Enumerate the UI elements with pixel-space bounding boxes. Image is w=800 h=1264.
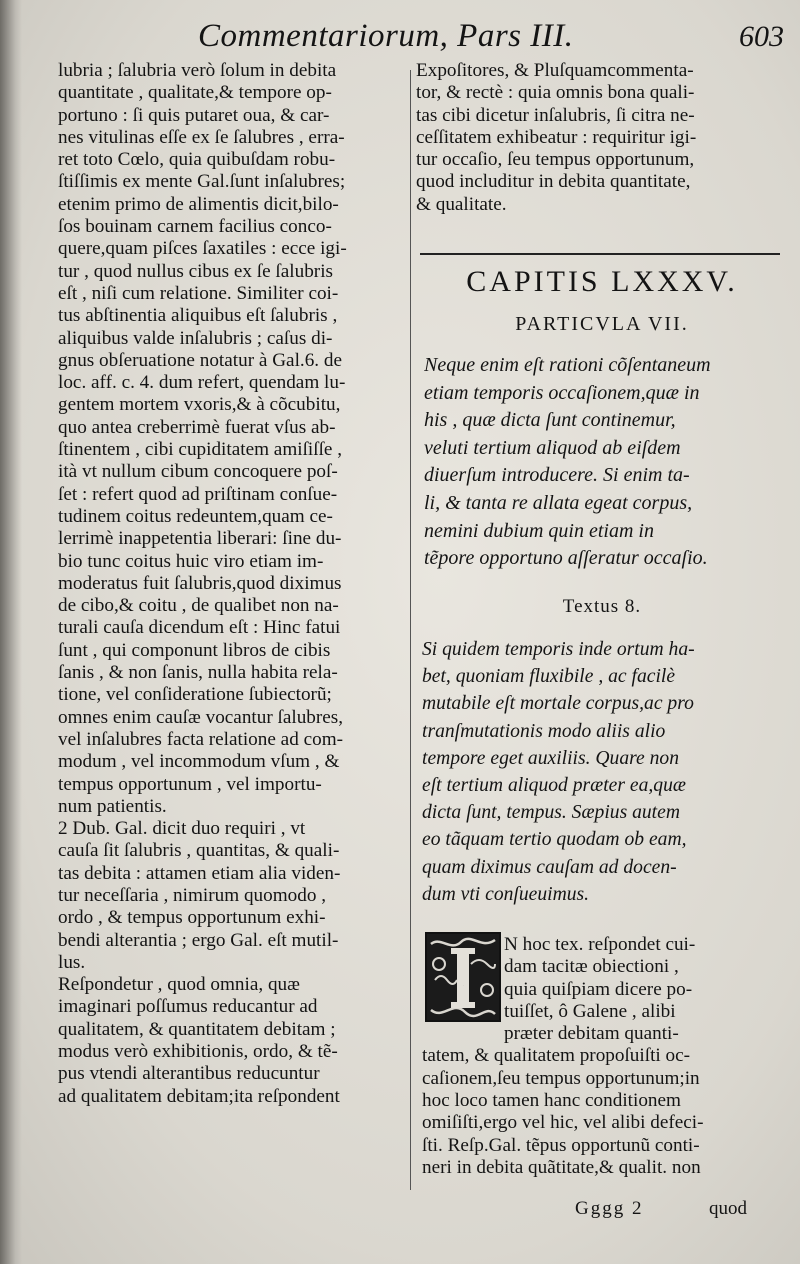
running-title: Commentariorum, Pars III. — [198, 18, 574, 54]
text-line: portuno : ſi quis putaret oua, & car- — [58, 104, 330, 126]
text-line: ſet : refert quod ad priſtinam conſue- — [58, 483, 338, 505]
text-line: etenim primo de alimentis dicit,bilo- — [58, 193, 339, 215]
text-line: gentem mortem vxoris,& à cõcubitu, — [58, 394, 341, 416]
svg-text:I: I — [463, 986, 464, 987]
text-line: imaginari poſſumus reducantur ad — [58, 996, 318, 1018]
section-rule — [420, 253, 780, 255]
text-line: lus. — [58, 951, 86, 973]
column-divider — [410, 70, 411, 1190]
text-line: ità vt nullum cibum concoquere poſ- — [58, 461, 338, 483]
text-line: tor, & rectè : quia omnis bona quali- — [416, 82, 695, 104]
textus-passage — [422, 636, 786, 908]
commentary-line: tatem, & qualitatem propoſuiſti oc- — [422, 1045, 691, 1067]
commentary-indented-lines — [422, 934, 788, 1045]
textus-line: eo tãquam tertio quodam ob eam, — [422, 829, 687, 851]
text-line: tas debita : attamen etiam alia viden- — [58, 862, 341, 884]
text-line: ordo , & tempus opportunum exhi- — [58, 907, 326, 929]
left-column — [58, 60, 406, 1108]
text-line: ret toto Cœlo, quia quibuſdam robu- — [58, 149, 336, 171]
text-line: nes vitulinas eſſe ex ſe ſalubres , erra- — [58, 126, 345, 148]
text-line: quo antea creberrimè fuerat vſus ab- — [58, 416, 336, 438]
lemma-line: etiam temporis occaſionem,quæ in — [424, 381, 700, 404]
lemma-line: nemini dubium quin etiam in — [424, 519, 654, 542]
commentary-line: omiſiſti,ergo vel hic, vel alibi defeci- — [422, 1112, 704, 1134]
text-line: modum , vel incommodum vſum , & — [58, 751, 340, 773]
commentary-line: quia quiſpiam dicere po- — [504, 978, 693, 1000]
text-line: gnus obſeruatione notatur à Gal.6. de — [58, 349, 342, 371]
text-line: ſtinentem , cibi cupiditatem amiſiſſe , — [58, 439, 343, 461]
text-line: moderatus fuit ſalubris,quod diximus — [58, 572, 342, 594]
text-line: aliquibus valde inſalubris ; caſus di- — [58, 327, 333, 349]
text-line: tus abſtinentia aliquibus eſt ſalubris , — [58, 305, 338, 327]
text-line: omnes enim cauſæ vocantur ſalubres, — [58, 706, 344, 728]
textus-line: eſt tertium aliquod præter ea,quæ — [422, 775, 686, 797]
text-line: de cibo,& coitu , de qualibet non na- — [58, 595, 339, 617]
commentary-block — [422, 934, 788, 1179]
commentary-line: tuiſſet, ô Galene , alibi — [504, 1000, 676, 1022]
text-line: bendi alterantia ; ergo Gal. eſt mutil- — [58, 929, 339, 951]
commentary-line: dam tacitæ obiectioni , — [504, 956, 679, 978]
text-line: ſtiſſimis ex mente Gal.ſunt inſalubres; — [58, 171, 346, 193]
textus-line: dum vti conſueuimus. — [422, 883, 590, 905]
text-line: tur neceſſaria , nimirum quomodo , — [58, 884, 327, 906]
commentary-line: neri in debita quãtitate,& qualit. non — [422, 1156, 701, 1178]
lemma-line: li, & tanta re allata egeat corpus, — [424, 491, 693, 514]
page-number: 603 — [739, 20, 784, 53]
text-line: ſos bouinam carnem facilius conco- — [58, 216, 332, 238]
textus-line: tempore eget auxiliis. Quare non — [422, 747, 680, 769]
right-column-top — [416, 60, 788, 216]
text-line: 2 Dub. Gal. dicit duo requiri , vt — [58, 818, 306, 840]
commentary-line: caſionem,ſeu tempus opportunum;in — [422, 1067, 700, 1089]
page-header — [0, 14, 800, 60]
text-line: lerrimè inappetentia liberari: ſine du- — [58, 528, 342, 550]
lemma-line: veluti tertium aliquod ab eiſdem — [424, 436, 681, 459]
text-line: Reſpondetur , quod omnia, quæ — [58, 974, 300, 996]
textus-heading: Textus 8. — [562, 596, 642, 617]
text-line: tione, vel conſideratione ſubiectorũ; — [58, 684, 332, 706]
text-line: qualitatem, & quantitatem debitam ; — [58, 1018, 336, 1040]
commentary-lines — [422, 1045, 788, 1179]
commentary-line: præter debitam quanti- — [504, 1023, 679, 1045]
commentary-line: N hoc tex. reſpondet cui- — [504, 934, 696, 955]
commentary-line: hoc loco tamen hanc conditionem — [422, 1090, 681, 1112]
textus-line: quam diximus cauſam ad docen- — [422, 856, 677, 878]
lemma-line: tẽpore opportuno aſſeratur occaſio. — [424, 547, 708, 570]
text-line: quantitate , qualitate,& tempore op- — [58, 82, 332, 104]
text-line: vel inſalubres facta relatione ad com- — [58, 728, 344, 750]
textus-line: dicta ſunt, tempus. Sæpius autem — [422, 802, 680, 824]
text-line: bio tunc coitus huic viro etiam im- — [58, 550, 324, 572]
signature-mark: Gggg 2 — [575, 1198, 644, 1219]
text-line: ceſſitatem exhibeatur : requiritur igi- — [416, 126, 697, 148]
textus-line: tranſmutationis modo aliis alio — [422, 720, 666, 742]
text-line: turali cauſa dicendum eſt : Hinc fatui — [58, 617, 341, 639]
lemma-line: diuerſum introducere. Si enim ta- — [424, 464, 690, 487]
text-line: modus verò exhibitionis, ordo, & tẽ- — [58, 1041, 338, 1063]
text-line: ad qualitatem debitam;ita reſpondent — [58, 1085, 340, 1107]
text-line: tudinem coitus redeuntem,quam ce- — [58, 505, 333, 527]
chapter-heading: CAPITIS LXXXV. — [466, 265, 738, 298]
textus-line: Si quidem temporis inde ortum ha- — [422, 639, 695, 660]
text-line: lubria ; ſalubria verò ſolum in debita — [58, 60, 337, 81]
gutter-shadow — [0, 0, 22, 1264]
particula-heading: PARTICVLA VII. — [515, 313, 689, 335]
textus-line: mutabile eſt mortale corpus,ac pro — [422, 693, 694, 715]
text-line: loc. aff. c. 4. dum refert, quendam lu- — [58, 372, 346, 394]
lemma-passage — [424, 352, 786, 573]
commentary-line: ſti. Reſp.Gal. tẽpus opportunũ conti- — [422, 1134, 700, 1156]
text-line: cauſa ſit ſalubris , quantitas, & quali- — [58, 840, 340, 862]
text-line: ſanis , & non ſanis, nulla habita rela- — [58, 662, 338, 684]
text-line: tur , quod nullus cibus ex ſe ſalubris — [58, 260, 333, 282]
text-line: num patientis. — [58, 795, 167, 817]
text-line: tas cibi dicetur inſalubris, ſi citra ne- — [416, 104, 695, 126]
lemma-line: his , quæ dicta ſunt contineтur, — [424, 409, 676, 432]
text-line: tempus opportunum , vel importu- — [58, 773, 322, 795]
text-line: quod includitur in debita quantitate, — [416, 171, 691, 193]
text-line: pus vtendi alterantibus reducuntur — [58, 1063, 320, 1085]
text-line: ſunt , qui componunt libros de cibis — [58, 639, 331, 661]
textus-line: bet, quoniam fluxibile , ac facilè — [422, 666, 676, 688]
text-line: eſt , niſi cum relatione. Similiter coi- — [58, 282, 339, 304]
text-line: & qualitate. — [416, 193, 507, 215]
text-line: quere,quam piſces ſaxatiles : ecce igi- — [58, 238, 347, 260]
lemma-line: Neque enim eſt rationi cõſentaneum — [424, 354, 711, 376]
text-line: Expoſitores, & Pluſquamcommenta- — [416, 60, 694, 81]
text-line: tur occaſio, ſeu tempus opportunum, — [416, 149, 695, 171]
catchword: quod — [709, 1198, 747, 1219]
